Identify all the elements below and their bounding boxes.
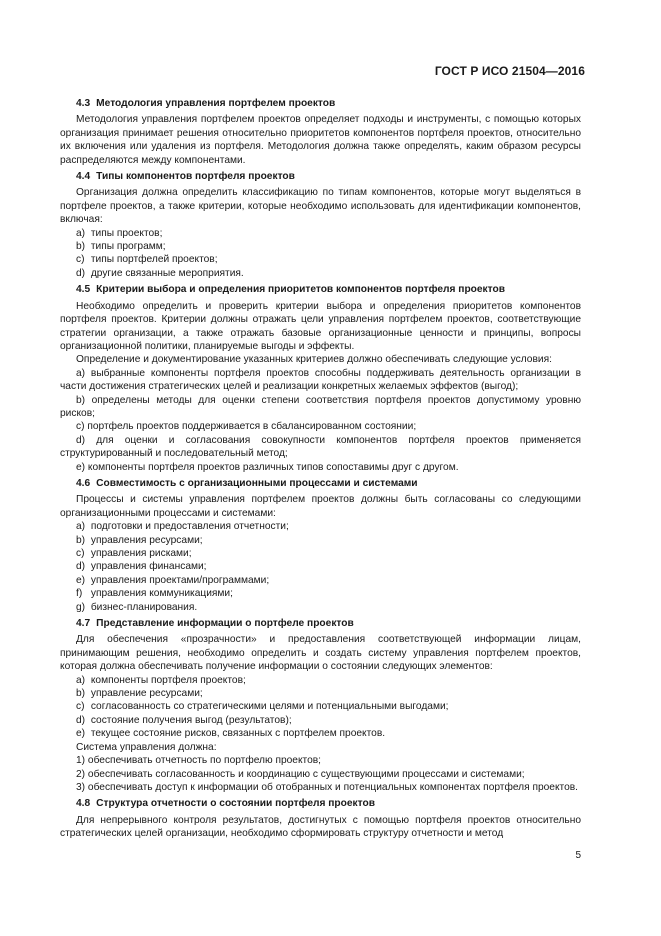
list-item-text: типы программ; (90, 241, 166, 253)
list-item-text: управления финансами; (90, 561, 207, 573)
list-marker: g) (76, 601, 86, 613)
list-item-text: для оценки и согласования совокупности компонентов портфеля проектов применяется структурированный и последовательный метод; (60, 434, 581, 460)
section-number: 4.8 (76, 798, 91, 810)
list-marker: c) (76, 254, 85, 266)
list-marker: e) (76, 728, 86, 740)
section-title: Критерии выбора и определения приоритетов компонентов портфеля проектов (96, 284, 505, 296)
list-item-text: подготовки и предоставления отчетности; (90, 521, 289, 533)
list-item (60, 547, 581, 560)
list-marker: 2) (76, 768, 86, 780)
list-marker: e) (76, 574, 86, 586)
section-number: 4.5 (76, 284, 91, 296)
list-item (60, 768, 581, 781)
list-item-text: компоненты портфеля проектов; (90, 674, 246, 686)
paragraph: Организация должна определить классификацию по типам компонентов, которые могут выделяться в портфеле проектов, а также критерии, которые необходимо использовать для идентификации компонентов, включая: (60, 187, 581, 226)
list-item-text: состояние получения выгод (результатов); (90, 714, 292, 726)
list-item-text: обеспечивать согласованность и координацию с существующими процессами и системами; (87, 768, 525, 780)
list-marker: b) (76, 688, 86, 700)
list-item-text: другие связанные мероприятия. (90, 267, 244, 279)
list-item (60, 700, 581, 713)
list-item (60, 727, 581, 740)
list-item (60, 534, 581, 547)
paragraph: Для непрерывного контроля результатов, достигнутых с помощью портфеля проектов относительно стратегических целей организации, необходимо сформировать структуру отчетности и метод (60, 814, 581, 840)
section-title: Представление информации о портфеле проектов (96, 618, 354, 630)
list-item (60, 674, 581, 687)
paragraph: Определение и документирование указанных критериев должно обеспечивать следующие условия: (76, 354, 552, 366)
section-number: 4.4 (76, 171, 91, 183)
list-item (60, 253, 581, 266)
list-item (60, 267, 581, 280)
list-marker: b) (76, 241, 86, 253)
list-marker: c) (76, 701, 85, 713)
list-item-text: обеспечивать доступ к информации об отобранных и потенциальных компонентах портфеля проектов. (87, 781, 579, 793)
list-marker: d) (76, 267, 86, 279)
list-marker: c) (76, 421, 85, 433)
section-heading-4-5 (60, 283, 581, 296)
list-item (60, 714, 581, 727)
list-marker: f) (76, 588, 83, 600)
list-marker: a) (76, 227, 86, 239)
list-item-text: управления проектами/программами; (90, 574, 270, 586)
list-item-text: управления коммуникациями; (90, 588, 233, 600)
list-item (60, 420, 581, 433)
paragraph: Методология управления портфелем проектов определяет подходы и инструменты, с помощью которых организация принимает решения относительно приоритетов компонентов портфеля проектов, относительно их включения или удаления из портфеля. Методология должна также определять, каким образом ресурсы распределяются между компонентами. (60, 114, 581, 166)
section-heading-4-4 (60, 170, 581, 183)
list-item-text: портфель проектов поддерживается в сбалансированном состоянии; (87, 421, 417, 433)
list-item-text: согласованность со стратегическими целями и потенциальными выгодами; (90, 701, 449, 713)
list-marker: d) (76, 714, 86, 726)
section-title: Методология управления портфелем проектов (96, 98, 336, 109)
document-body (60, 94, 581, 841)
list-marker: b) (76, 534, 86, 546)
list-marker: d) (76, 561, 86, 573)
list-item-text: управление ресурсами; (90, 688, 203, 700)
list-item (60, 367, 581, 394)
list-item (60, 560, 581, 573)
list-item (60, 601, 581, 614)
section-number: 4.3 (76, 98, 91, 109)
section-title: Типы компонентов портфеля проектов (96, 171, 295, 183)
list-item-text: определены методы для оценки степени соответствия портфеля проектов допустимому уровню рисков; (60, 394, 581, 419)
list-item (60, 240, 581, 253)
list-marker: a) (76, 367, 86, 379)
list-item-text: типы портфелей проектов; (90, 254, 218, 266)
list-item (60, 394, 581, 421)
section-title: Структура отчетности о состоянии портфеля проектов (96, 798, 375, 810)
list-item (60, 587, 581, 600)
list-item-text: управления ресурсами; (90, 534, 203, 546)
list-item (60, 461, 581, 474)
document-id: ГОСТ Р ИСО 21504—2016 (434, 64, 585, 78)
list-item (60, 781, 581, 794)
paragraph: Для обеспечения «прозрачности» и предоставления соответствующей информации лицам, принимающим решения, необходимо определить и создать систему управления портфелем проектов, которая должна обеспечивать получение информации о состоянии следующих элементов: (60, 634, 581, 673)
list-item (60, 574, 581, 587)
list-item (60, 227, 581, 240)
section-heading-4-7 (60, 617, 581, 630)
list-marker: e) (76, 461, 86, 473)
paragraph: Система управления должна: (76, 741, 217, 753)
section-heading-4-3 (60, 97, 581, 110)
list-item-text: выбранные компоненты портфеля проектов способны поддерживать деятельность организации в части достижения стратегических целей и реализации конкретных желаемых эффектов (выгод); (60, 367, 581, 393)
page-number: 5 (575, 850, 581, 861)
section-heading-4-6 (60, 477, 581, 490)
list-marker: b) (76, 394, 86, 406)
list-item (60, 754, 581, 767)
list-item (60, 687, 581, 700)
paragraph: Процессы и системы управления портфелем проектов должны быть согласованы со следующими организационными процессами и системами: (60, 494, 581, 519)
list-item (60, 520, 581, 533)
section-number: 4.7 (76, 618, 91, 630)
list-item-text: текущее состояние рисков, связанных с портфелем проектов. (90, 728, 386, 740)
paragraph: Необходимо определить и проверить критерии выбора и определения приоритетов компонентов портфеля проектов. Критерии должны отражать цели управления портфелем проектов, соответствующие стратегии организации, а также отражать базовые организационные ценности и принципы, вопросы организационной политики, планируемые выгоды и эффекты. (60, 300, 581, 352)
section-number: 4.6 (76, 477, 91, 489)
list-item-text: компоненты портфеля проектов различных типов сопоставимы друг с другом. (87, 461, 459, 473)
section-title: Совместимость с организационными процессами и системами (96, 477, 418, 489)
section-heading-4-8 (60, 797, 581, 810)
list-marker: a) (76, 521, 86, 533)
list-item (60, 434, 581, 461)
list-item-text: управления рисками; (90, 548, 192, 559)
list-marker: a) (76, 674, 86, 686)
list-item-text: типы проектов; (90, 227, 163, 239)
list-marker: c) (76, 548, 85, 559)
list-marker: 3) (76, 781, 86, 793)
list-item-text: обеспечивать отчетность по портфелю проектов; (87, 755, 322, 767)
list-marker: d) (76, 434, 86, 446)
list-item-text: бизнес-планирования. (90, 601, 198, 613)
list-marker: 1) (76, 755, 86, 767)
